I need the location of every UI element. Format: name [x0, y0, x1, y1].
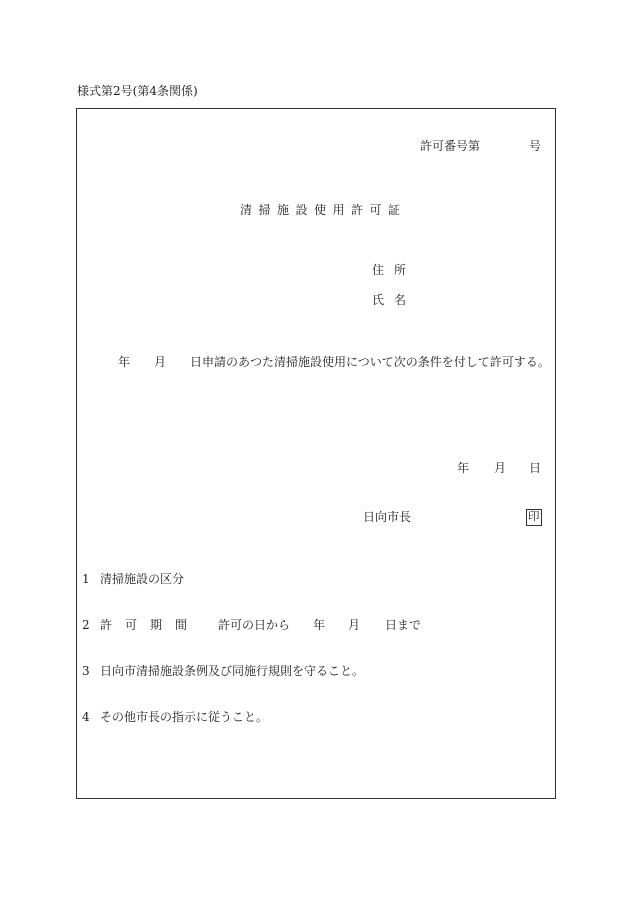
- condition-2-text: 許可の日から: [218, 618, 291, 632]
- condition-4-text: その他市長の指示に従うこと。: [100, 710, 269, 724]
- condition-1-number: 1: [82, 572, 90, 586]
- condition-3-text: 日向市清掃施設条例及び同施行規則を守ること。: [100, 664, 365, 678]
- application-statement: 日申請のあつた清掃施設使用について次の条件を付して許可する。: [190, 355, 550, 369]
- condition-2-end-text: 日まで: [385, 618, 422, 632]
- seal-mark: 印: [526, 509, 542, 526]
- document-title: 清掃施設使用許可証: [240, 203, 407, 217]
- issuer-title: 日向市長: [363, 510, 412, 524]
- application-year-label: 年: [118, 355, 131, 369]
- condition-1-text: 清掃施設の区分: [100, 572, 185, 586]
- condition-4-number: 4: [82, 710, 90, 724]
- condition-2-label: 許可期間: [100, 618, 201, 632]
- address-label: 住所: [372, 263, 417, 277]
- issue-month-label: 月: [494, 461, 507, 475]
- condition-3-number: 3: [82, 664, 90, 678]
- permit-number-label: 許可番号第: [420, 139, 481, 153]
- permit-number-suffix: 号: [529, 139, 542, 153]
- application-month-label: 月: [154, 355, 167, 369]
- form-label: 様式第2号(第4条関係): [77, 84, 198, 98]
- issue-day-label: 日: [529, 461, 542, 475]
- issue-year-label: 年: [457, 461, 470, 475]
- condition-2-year-label: 年: [313, 618, 326, 632]
- condition-2-number: 2: [82, 618, 90, 632]
- condition-2-month-label: 月: [348, 618, 361, 632]
- name-label: 氏名: [372, 293, 417, 307]
